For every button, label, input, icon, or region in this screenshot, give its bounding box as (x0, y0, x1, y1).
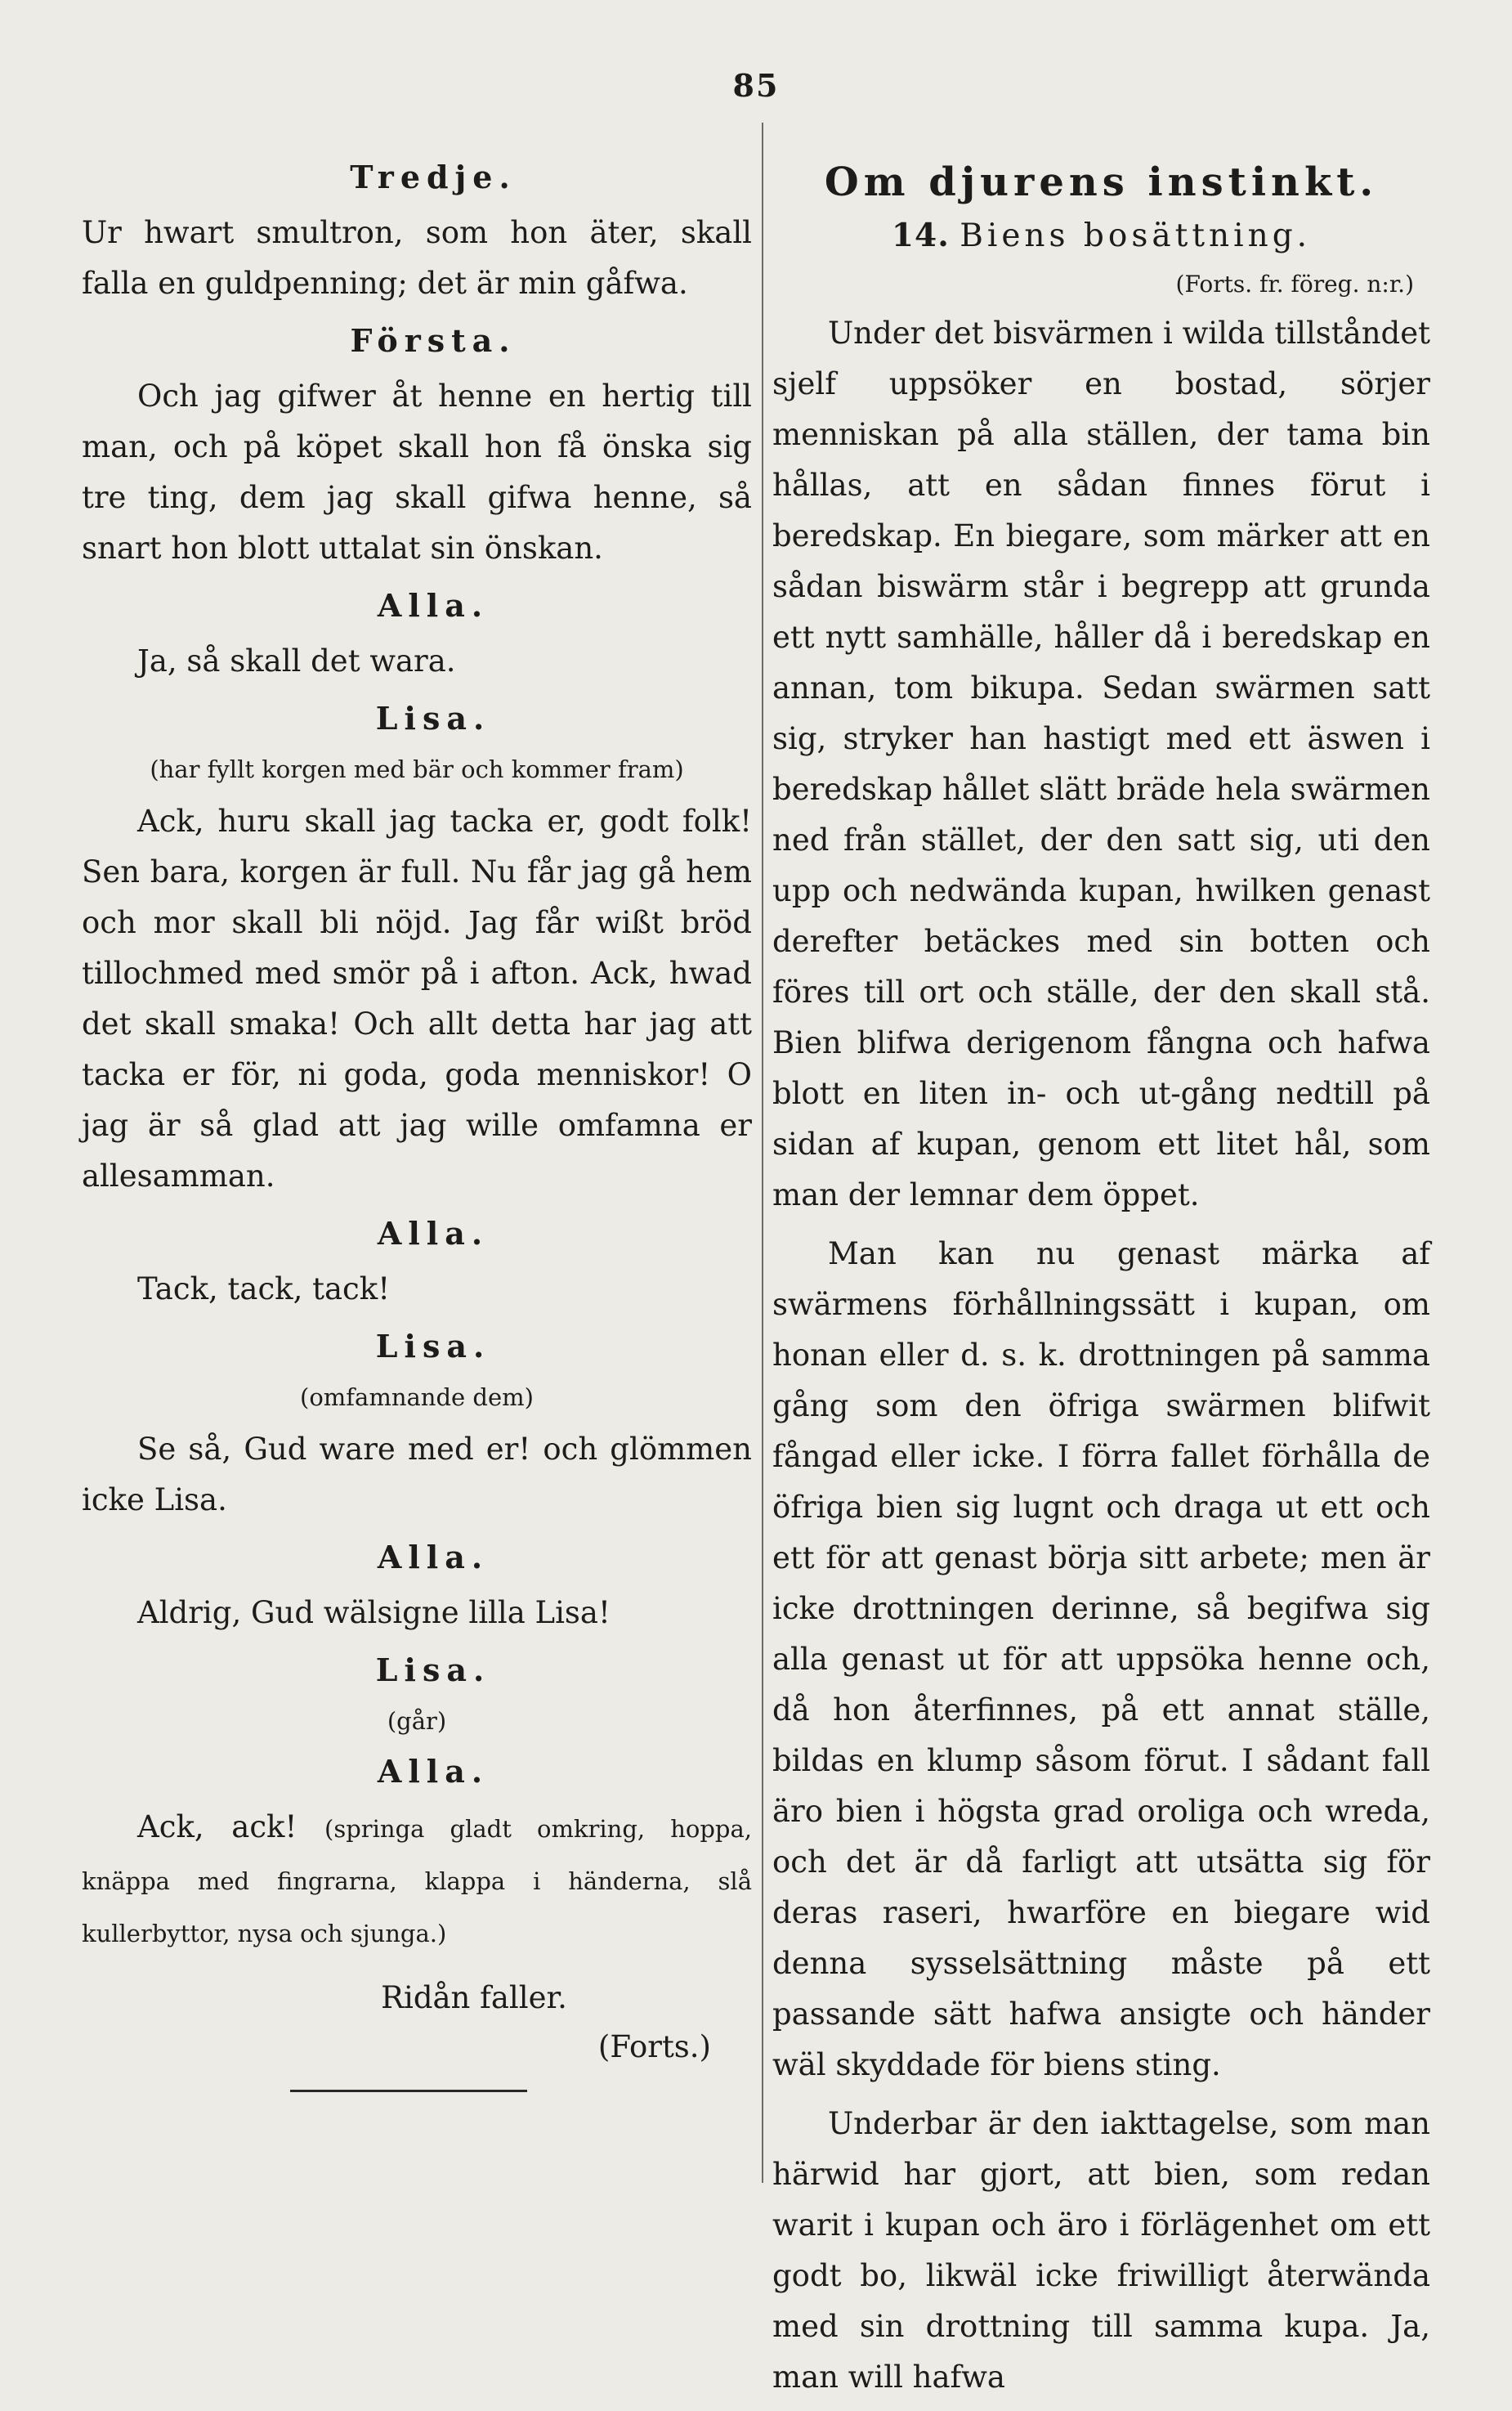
section-heading (772, 211, 1430, 261)
end-rule (290, 2090, 527, 2092)
dialogue-line: Ur hwart smultron, som hon äter, skall falla en guldpenning; det är min gåfwa. (82, 215, 752, 301)
paragraph: Under det bisvärmen i wilda tillståndet sjelf uppsöker en bostad, sörjer menniskan på alla ställen, der tama bin hållas, att en sådan finnes förut i beredskap. En biegare, som märker att en sådan biswärm står i begrepp att grunda ett nytt samhälle, håller då i beredskap en annan, tom bikupa. Sedan swärmen satt sig, stryker han hastigt med ett äswen i beredskap hållet slätt bräde hela swärmen ned från stället, der den satt sig, uti den upp och nedwända kupan, hwilken genast derefter betäckes med sin botten och föres till ort och ställe, der den skall stå. Bien blifwa derigenom fångna och hafwa blott en liten in- och ut-gång nedtill på sidan af kupan, genom ett litet hål, som man der lemnar dem öppet. (772, 316, 1430, 1212)
continued-note: (Forts.) (597, 2029, 711, 2064)
dialogue-line (82, 1802, 752, 1959)
speaker-heading: Första. (350, 322, 517, 359)
dialogue-line: Och jag gifwer åt henne en hertig till man, och på köpet skall hon få önska sig tre ting, dem jag skall gifwa henne, så snart hon blott uttalat sin önskan. (82, 379, 752, 566)
dialogue-text: Ack, ack! (137, 1809, 297, 1844)
left-column (82, 154, 752, 2092)
dialogue-line: Ja, så skall det wara. (137, 643, 456, 679)
section-number: 14. (891, 217, 950, 254)
right-column (772, 154, 1430, 2411)
paragraph: Man kan nu genast märka af swärmens förhållningssätt i kupan, om honan eller d. s. k. drottningen på samma gång som den öfriga swärmen blifwit fångad eller icke. I förra fallet förhålla de öfriga bien sig lugnt och draga ut ett och ett för att genast börja sitt arbete; men är icke drottningen derinne, så begifwa sig alla genast ut för att uppsöka henne och, då hon återfinnes, på ett annat ställe, bildas en klump såsom förut. I sådant fall äro bien i högsta grad oroliga och wreda, och det är då farligt att utsätta sig för deras raseri, hwarföre en biegare wid denna sysselsättning måste på ett passande sätt hafwa ansigte och händer wäl skyddade för biens sting. (772, 1236, 1430, 2082)
speaker-heading: Alla. (377, 1215, 490, 1252)
speaker-heading: Tredje. (350, 159, 517, 195)
section-title: Biens bosättning. (960, 217, 1312, 254)
column-divider (762, 123, 763, 2183)
page-number: 85 (732, 67, 780, 104)
speaker-heading: Alla. (377, 1753, 490, 1790)
speaker-heading: Alla. (377, 1539, 490, 1575)
dialogue-line: Aldrig, Gud wälsigne lilla Lisa! (137, 1595, 611, 1630)
curtain-line: Ridån faller. (381, 1980, 567, 2015)
dialogue-line: Se så, Gud ware med er! och glömmen icke Lisa. (82, 1432, 752, 1517)
speaker-heading: Lisa. (375, 700, 491, 737)
stage-direction: (går) (387, 1707, 447, 1735)
stage-direction: (har fyllt korgen med bär och kommer fram) (150, 755, 684, 783)
article-title: Om djurens instinkt. (824, 159, 1379, 205)
speaker-heading: Lisa. (375, 1651, 491, 1688)
paragraph: Underbar är den iakttagelse, som man härwid har gjort, att bien, som redan warit i kupan och äro i förlägenhet om ett godt bo, likwäl icke friwilligt återwända med sin drottning till samma kupa. Ja, man will hafwa (772, 2106, 1430, 2395)
dialogue-line: Tack, tack, tack! (137, 1271, 391, 1306)
continuation-note: (Forts. fr. föreg. n:r.) (1175, 271, 1414, 298)
speaker-heading: Alla. (377, 587, 490, 624)
stage-direction: (omfamnande dem) (300, 1383, 534, 1411)
dialogue-line: Ack, huru skall jag tacka er, godt folk! Sen bara, korgen är full. Nu får jag gå hem och mor skall bli nöjd. Jag får wißt bröd tillochmed med smör på i afton. Ack, hwad det skall smaka! Och allt detta har jag att tacka er för, ni goda, goda menniskor! O jag är så glad att jag wille omfamna er allesamman. (82, 804, 752, 1194)
speaker-heading: Lisa. (375, 1328, 491, 1365)
stage-direction: (springa gladt omkring, hoppa, knäppa med fingrarna, klappa i händerna, slå kullerbyttor, nysa och sjunga.) (82, 1815, 752, 1947)
